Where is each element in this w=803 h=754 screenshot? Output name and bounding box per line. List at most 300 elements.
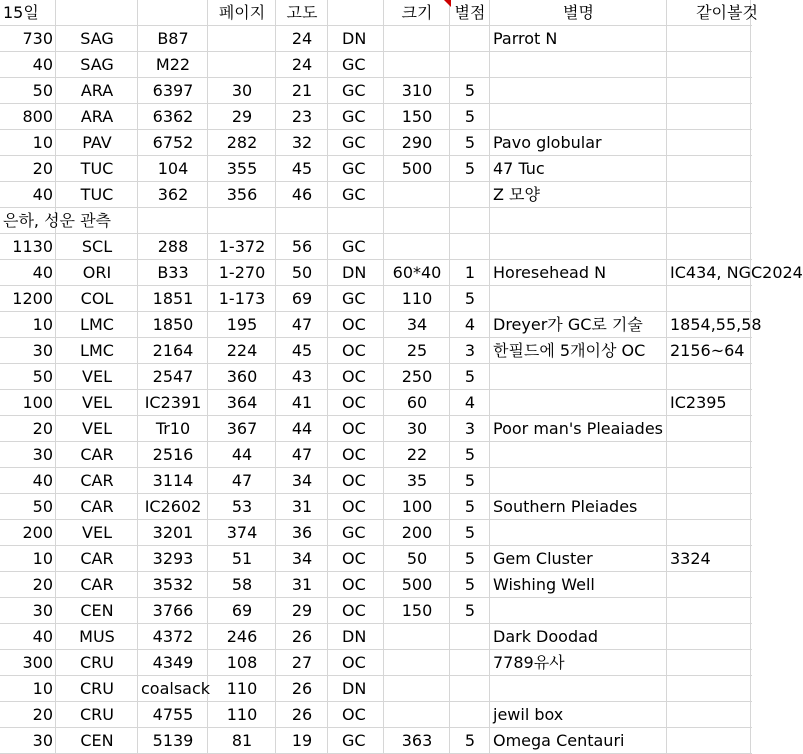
cell-distance[interactable]: 40 — [32, 471, 53, 490]
cell-rating[interactable]: 5 — [464, 575, 476, 594]
cell-altitude[interactable]: 45 — [291, 159, 313, 178]
cell-rating[interactable]: 3 — [464, 419, 476, 438]
cell-type[interactable]: DN — [342, 679, 367, 698]
cell-see-also[interactable] — [667, 598, 787, 624]
cell-see-also[interactable] — [667, 676, 787, 702]
cell-altitude[interactable]: 44 — [291, 419, 313, 438]
cell-catalog[interactable]: 6397 — [152, 81, 194, 100]
cell-rating[interactable] — [450, 650, 490, 676]
cell-altitude[interactable]: 47 — [291, 315, 313, 334]
comment-indicator-icon — [444, 0, 451, 7]
cell-size[interactable]: 60 — [406, 393, 428, 412]
cell-size[interactable] — [384, 234, 450, 260]
cell-page[interactable]: 30 — [231, 81, 253, 100]
cell-page[interactable]: 355 — [226, 159, 258, 178]
cell-distance[interactable]: 50 — [32, 81, 53, 100]
cell-type[interactable]: OC — [342, 393, 366, 412]
cell-type[interactable]: OC — [342, 367, 366, 386]
cell-size[interactable] — [384, 26, 450, 52]
cell-page[interactable]: 1-372 — [218, 237, 266, 256]
cell-nickname[interactable]: Dreyer가 GC로 기술 — [493, 315, 643, 334]
cell-catalog[interactable]: 4372 — [152, 627, 194, 646]
cell-catalog[interactable]: 2547 — [152, 367, 194, 386]
cell-type[interactable]: OC — [342, 653, 366, 672]
cell-rating[interactable]: 5 — [464, 81, 476, 100]
cell-distance[interactable]: 300 — [22, 653, 53, 672]
cell-rating[interactable]: 5 — [464, 471, 476, 490]
cell-nickname[interactable]: Omega Centauri — [493, 731, 625, 750]
cell-page[interactable]: 47 — [231, 471, 253, 490]
cell-nickname[interactable] — [490, 78, 667, 104]
cell-see-also[interactable] — [667, 234, 787, 260]
cell-rating[interactable]: 5 — [464, 289, 476, 308]
cell-catalog[interactable] — [138, 208, 208, 234]
cell-constellation[interactable]: CAR — [80, 549, 114, 568]
cell-distance[interactable]: 은하, 성운 관측 — [3, 211, 111, 230]
cell-rating[interactable]: 3 — [464, 341, 476, 360]
cell-see-also[interactable]: 3324 — [670, 549, 711, 568]
cell-constellation[interactable]: ORI — [82, 263, 112, 282]
cell-nickname[interactable]: Poor man's Pleaiades — [493, 419, 663, 438]
cell-size[interactable]: 310 — [401, 81, 433, 100]
cell-distance[interactable]: 20 — [32, 419, 53, 438]
cell-catalog[interactable]: 3532 — [152, 575, 194, 594]
cell-size[interactable]: 150 — [401, 107, 433, 126]
cell-altitude[interactable]: 24 — [291, 55, 313, 74]
cell-catalog[interactable]: 104 — [157, 159, 189, 178]
cell-type[interactable]: GC — [342, 81, 366, 100]
cell-nickname[interactable] — [490, 520, 667, 546]
cell-type[interactable]: OC — [342, 549, 366, 568]
cell-rating[interactable]: 5 — [464, 133, 476, 152]
cell-catalog[interactable]: 3766 — [152, 601, 194, 620]
cell-type[interactable]: GC — [342, 731, 366, 750]
cell-rating[interactable]: 5 — [464, 159, 476, 178]
cell-page[interactable]: 110 — [226, 705, 258, 724]
cell-nickname[interactable] — [490, 442, 667, 468]
cell-altitude[interactable]: 69 — [291, 289, 313, 308]
table-row — [0, 130, 752, 156]
cell-type[interactable]: GC — [342, 237, 366, 256]
cell-altitude[interactable]: 27 — [291, 653, 313, 672]
cell-nickname[interactable] — [490, 104, 667, 130]
cell-see-also[interactable] — [667, 494, 787, 520]
cell-constellation[interactable]: ARA — [80, 81, 114, 100]
header-cell-type[interactable] — [328, 0, 384, 26]
cell-page[interactable]: 360 — [226, 367, 258, 386]
cell-nickname[interactable]: jewil box — [493, 705, 564, 724]
cell-distance[interactable]: 50 — [32, 367, 53, 386]
cell-page[interactable]: 53 — [231, 497, 253, 516]
cell-nickname[interactable] — [490, 364, 667, 390]
cell-distance[interactable]: 10 — [32, 679, 53, 698]
cell-see-also[interactable] — [667, 78, 787, 104]
cell-page[interactable]: 110 — [226, 679, 258, 698]
cell-size[interactable]: 25 — [406, 341, 428, 360]
cell-page[interactable] — [208, 52, 276, 78]
cell-nickname[interactable]: Z 모양 — [493, 185, 540, 204]
cell-nickname[interactable] — [490, 234, 667, 260]
cell-altitude[interactable]: 50 — [291, 263, 313, 282]
cell-constellation[interactable]: TUC — [80, 159, 114, 178]
table-row — [0, 416, 752, 442]
cell-see-also[interactable]: IC2395 — [670, 393, 727, 412]
cell-nickname[interactable]: Parrot N — [493, 29, 558, 48]
cell-size[interactable]: 50 — [406, 549, 428, 568]
cell-size[interactable]: 500 — [401, 575, 433, 594]
cell-nickname[interactable]: Pavo globular — [493, 133, 602, 152]
cell-size[interactable]: 100 — [401, 497, 433, 516]
cell-page[interactable]: 195 — [226, 315, 258, 334]
cell-size[interactable]: 60*40 — [392, 263, 442, 282]
cell-catalog[interactable]: IC2602 — [144, 497, 202, 516]
cell-see-also[interactable] — [667, 728, 787, 754]
cell-constellation[interactable]: MUS — [79, 627, 115, 646]
cell-see-also[interactable] — [667, 572, 787, 598]
cell-distance[interactable]: 50 — [32, 497, 53, 516]
cell-size[interactable]: 110 — [401, 289, 433, 308]
cell-see-also[interactable] — [667, 104, 787, 130]
cell-size[interactable] — [384, 650, 450, 676]
cell-catalog[interactable]: 2516 — [152, 445, 194, 464]
cell-distance[interactable]: 40 — [32, 185, 53, 204]
cell-distance[interactable]: 40 — [32, 627, 53, 646]
cell-catalog[interactable]: 4349 — [152, 653, 194, 672]
cell-constellation[interactable]: CEN — [80, 731, 114, 750]
cell-altitude[interactable]: 31 — [291, 575, 313, 594]
cell-catalog[interactable]: B87 — [157, 29, 189, 48]
cell-type[interactable]: DN — [342, 29, 367, 48]
cell-see-also[interactable] — [667, 156, 787, 182]
cell-constellation[interactable]: CAR — [80, 497, 114, 516]
cell-page[interactable]: 1-270 — [218, 263, 266, 282]
header-cell-constellation[interactable] — [56, 0, 138, 26]
cell-constellation[interactable]: SAG — [80, 29, 114, 48]
cell-rating[interactable]: 5 — [464, 107, 476, 126]
cell-rating[interactable]: 5 — [464, 601, 476, 620]
cell-distance[interactable]: 30 — [32, 341, 53, 360]
cell-altitude[interactable]: 41 — [291, 393, 313, 412]
cell-distance[interactable]: 730 — [22, 29, 53, 48]
cell-rating[interactable]: 5 — [464, 549, 476, 568]
cell-rating[interactable] — [450, 702, 490, 728]
cell-catalog[interactable]: coalsack — [141, 679, 211, 698]
cell-size[interactable] — [384, 208, 450, 234]
cell-distance[interactable]: 1130 — [12, 237, 53, 256]
cell-distance[interactable]: 30 — [32, 601, 53, 620]
cell-distance[interactable]: 200 — [22, 523, 53, 542]
header-cell-catalog[interactable] — [138, 0, 208, 26]
header-cell-page[interactable]: 페이지 — [218, 3, 266, 22]
cell-rating[interactable] — [450, 182, 490, 208]
cell-see-also[interactable] — [667, 416, 787, 442]
cell-page[interactable]: 29 — [231, 107, 253, 126]
cell-rating[interactable]: 5 — [464, 523, 476, 542]
cell-size[interactable] — [384, 182, 450, 208]
cell-size[interactable] — [384, 624, 450, 650]
cell-size[interactable]: 35 — [406, 471, 428, 490]
cell-size[interactable]: 363 — [401, 731, 433, 750]
cell-altitude[interactable]: 45 — [291, 341, 313, 360]
cell-altitude[interactable]: 34 — [291, 549, 313, 568]
cell-type[interactable]: GC — [342, 289, 366, 308]
cell-page[interactable] — [208, 208, 276, 234]
cell-altitude[interactable]: 32 — [291, 133, 313, 152]
cell-see-also[interactable]: 2156~64 — [670, 341, 745, 360]
cell-page[interactable]: 374 — [226, 523, 258, 542]
cell-constellation[interactable]: CRU — [80, 653, 114, 672]
cell-catalog[interactable]: M22 — [155, 55, 191, 74]
cell-see-also[interactable] — [667, 624, 787, 650]
cell-rating[interactable]: 5 — [464, 731, 476, 750]
cell-rating[interactable] — [450, 26, 490, 52]
cell-type[interactable]: OC — [342, 497, 366, 516]
cell-page[interactable]: 1-173 — [218, 289, 266, 308]
cell-type[interactable]: GC — [342, 55, 366, 74]
header-cell-rating[interactable]: 별점 — [454, 3, 486, 22]
cell-altitude[interactable]: 21 — [291, 81, 313, 100]
cell-constellation[interactable]: CAR — [80, 471, 114, 490]
cell-type[interactable]: DN — [342, 263, 367, 282]
cell-altitude[interactable]: 56 — [291, 237, 313, 256]
cell-size[interactable]: 250 — [401, 367, 433, 386]
cell-catalog[interactable]: 362 — [157, 185, 189, 204]
cell-distance[interactable]: 800 — [22, 107, 53, 126]
cell-page[interactable] — [208, 26, 276, 52]
cell-constellation[interactable]: LMC — [80, 315, 114, 334]
cell-constellation[interactable]: CAR — [80, 445, 114, 464]
cell-size[interactable]: 34 — [406, 315, 428, 334]
cell-rating[interactable] — [450, 234, 490, 260]
cell-constellation[interactable]: SAG — [80, 55, 114, 74]
cell-catalog[interactable]: 288 — [157, 237, 189, 256]
cell-altitude[interactable]: 26 — [291, 679, 313, 698]
table-row — [0, 572, 752, 598]
cell-constellation[interactable]: TUC — [80, 185, 114, 204]
cell-page[interactable]: 44 — [231, 445, 253, 464]
cell-catalog[interactable]: 3293 — [152, 549, 194, 568]
table-row — [0, 650, 752, 676]
cell-see-also[interactable] — [667, 650, 787, 676]
cell-altitude[interactable]: 47 — [291, 445, 313, 464]
cell-distance[interactable]: 30 — [32, 731, 53, 750]
cell-nickname[interactable]: Southern Pleiades — [493, 497, 638, 516]
cell-catalog[interactable]: B33 — [157, 263, 189, 282]
cell-nickname[interactable]: Horesehead N — [493, 263, 607, 282]
cell-rating[interactable] — [450, 52, 490, 78]
cell-constellation[interactable] — [56, 208, 138, 234]
cell-constellation[interactable]: LMC — [80, 341, 114, 360]
cell-constellation[interactable]: ARA — [80, 107, 114, 126]
cell-altitude[interactable]: 31 — [291, 497, 313, 516]
cell-constellation[interactable]: CRU — [80, 679, 114, 698]
table-row — [0, 78, 752, 104]
cell-see-also[interactable] — [667, 520, 787, 546]
cell-altitude[interactable]: 36 — [291, 523, 313, 542]
cell-size[interactable]: 150 — [401, 601, 433, 620]
cell-page[interactable]: 69 — [231, 601, 253, 620]
cell-altitude[interactable] — [276, 208, 328, 234]
cell-distance[interactable]: 10 — [32, 315, 53, 334]
cell-constellation[interactable]: PAV — [82, 133, 112, 152]
cell-type[interactable]: DN — [342, 627, 367, 646]
cell-see-also[interactable] — [667, 442, 787, 468]
header-cell-see-also[interactable]: 같이볼것 — [696, 3, 758, 22]
cell-nickname[interactable]: Gem Cluster — [493, 549, 593, 568]
cell-type[interactable]: GC — [342, 185, 366, 204]
cell-constellation[interactable]: VEL — [82, 367, 112, 386]
cell-altitude[interactable]: 19 — [291, 731, 313, 750]
cell-page[interactable]: 246 — [226, 627, 258, 646]
header-cell-nickname[interactable]: 별명 — [563, 3, 594, 22]
cell-page[interactable]: 81 — [231, 731, 253, 750]
cell-see-also[interactable] — [667, 182, 787, 208]
cell-distance[interactable]: 10 — [32, 133, 53, 152]
cell-page[interactable]: 367 — [226, 419, 258, 438]
cell-altitude[interactable]: 46 — [291, 185, 313, 204]
cell-see-also[interactable] — [667, 364, 787, 390]
cell-nickname[interactable]: 7789유사 — [493, 653, 565, 672]
cell-distance[interactable]: 20 — [32, 575, 53, 594]
cell-size[interactable] — [384, 702, 450, 728]
table-row — [0, 208, 752, 234]
cell-page[interactable]: 108 — [226, 653, 258, 672]
cell-rating[interactable]: 4 — [464, 393, 476, 412]
cell-type[interactable]: OC — [342, 445, 366, 464]
cell-size[interactable]: 500 — [401, 159, 433, 178]
cell-altitude[interactable]: 26 — [291, 705, 313, 724]
cell-rating[interactable]: 5 — [464, 445, 476, 464]
cell-see-also[interactable] — [667, 130, 787, 156]
cell-altitude[interactable]: 34 — [291, 471, 313, 490]
cell-catalog[interactable]: 1851 — [152, 289, 194, 308]
cell-type[interactable]: OC — [342, 575, 366, 594]
cell-rating[interactable]: 5 — [464, 367, 476, 386]
cell-rating[interactable] — [450, 624, 490, 650]
cell-constellation[interactable]: VEL — [82, 393, 112, 412]
cell-catalog[interactable]: 3114 — [152, 471, 194, 490]
cell-catalog[interactable]: 2164 — [152, 341, 194, 360]
cell-type[interactable]: GC — [342, 133, 366, 152]
cell-type[interactable]: OC — [342, 341, 366, 360]
cell-nickname[interactable] — [490, 468, 667, 494]
cell-see-also[interactable] — [667, 702, 787, 728]
cell-catalog[interactable]: 5139 — [152, 731, 194, 750]
cell-page[interactable]: 224 — [226, 341, 258, 360]
cell-distance[interactable]: 40 — [32, 263, 53, 282]
cell-catalog[interactable]: 6752 — [152, 133, 194, 152]
cell-rating[interactable]: 1 — [464, 263, 476, 282]
cell-nickname[interactable] — [490, 676, 667, 702]
cell-nickname[interactable]: 한필드에 5개이상 OC — [493, 341, 646, 360]
cell-nickname[interactable]: 47 Tuc — [493, 159, 545, 178]
cell-altitude[interactable]: 29 — [291, 601, 313, 620]
cell-catalog[interactable]: 3201 — [152, 523, 194, 542]
cell-constellation[interactable]: SCL — [81, 237, 113, 256]
cell-size[interactable] — [384, 52, 450, 78]
cell-rating[interactable]: 5 — [464, 497, 476, 516]
header-cell-size[interactable]: 크기 — [401, 3, 433, 22]
cell-constellation[interactable]: CAR — [80, 575, 114, 594]
cell-page[interactable]: 51 — [231, 549, 253, 568]
table-row — [0, 702, 752, 728]
cell-constellation[interactable]: CEN — [80, 601, 114, 620]
cell-page[interactable]: 58 — [231, 575, 253, 594]
cell-distance[interactable]: 10 — [32, 549, 53, 568]
header-cell-distance[interactable]: 15일 — [3, 3, 39, 22]
cell-size[interactable]: 290 — [401, 133, 433, 152]
cell-constellation[interactable]: COL — [80, 289, 114, 308]
cell-catalog[interactable]: 4755 — [152, 705, 194, 724]
cell-type[interactable]: OC — [342, 419, 366, 438]
cell-page[interactable]: 364 — [226, 393, 258, 412]
cell-see-also[interactable] — [667, 468, 787, 494]
cell-type[interactable]: OC — [342, 315, 366, 334]
cell-altitude[interactable]: 26 — [291, 627, 313, 646]
cell-constellation[interactable]: VEL — [82, 419, 112, 438]
cell-type[interactable]: OC — [342, 601, 366, 620]
cell-page[interactable]: 356 — [226, 185, 258, 204]
cell-nickname[interactable] — [490, 390, 667, 416]
cell-rating[interactable] — [450, 676, 490, 702]
cell-size[interactable]: 200 — [401, 523, 433, 542]
cell-type[interactable]: GC — [342, 523, 366, 542]
cell-catalog[interactable]: 1850 — [152, 315, 194, 334]
cell-rating[interactable]: 4 — [464, 315, 476, 334]
cell-size[interactable]: 22 — [406, 445, 428, 464]
cell-type[interactable]: GC — [342, 159, 366, 178]
cell-rating[interactable] — [450, 208, 490, 234]
cell-page[interactable]: 282 — [226, 133, 258, 152]
cell-nickname[interactable]: Dark Doodad — [493, 627, 599, 646]
cell-distance[interactable]: 40 — [32, 55, 53, 74]
cell-type[interactable]: OC — [342, 471, 366, 490]
cell-catalog[interactable]: 6362 — [152, 107, 194, 126]
cell-size[interactable] — [384, 676, 450, 702]
cell-type[interactable]: OC — [342, 705, 366, 724]
cell-catalog[interactable]: Tr10 — [155, 419, 191, 438]
cell-distance[interactable]: 1200 — [12, 289, 53, 308]
cell-altitude[interactable]: 24 — [291, 29, 313, 48]
cell-see-also[interactable] — [667, 52, 787, 78]
table-row — [0, 598, 752, 624]
cell-altitude[interactable]: 23 — [291, 107, 313, 126]
cell-see-also[interactable] — [667, 26, 787, 52]
cell-altitude[interactable]: 43 — [291, 367, 313, 386]
cell-see-also[interactable]: IC434, NGC2024 — [670, 263, 803, 282]
header-cell-altitude[interactable]: 고도 — [286, 3, 318, 22]
cell-distance[interactable]: 20 — [32, 159, 53, 178]
cell-nickname[interactable] — [490, 598, 667, 624]
cell-constellation[interactable]: CRU — [80, 705, 114, 724]
cell-see-also[interactable] — [667, 208, 787, 234]
cell-nickname[interactable]: Wishing Well — [493, 575, 595, 594]
cell-catalog[interactable]: IC2391 — [144, 393, 202, 412]
cell-see-also[interactable] — [667, 286, 787, 312]
cell-nickname[interactable] — [490, 208, 667, 234]
cell-nickname[interactable] — [490, 286, 667, 312]
cell-nickname[interactable] — [490, 52, 667, 78]
table-row — [0, 26, 752, 52]
cell-constellation[interactable]: VEL — [82, 523, 112, 542]
cell-see-also[interactable]: 1854,55,58 — [670, 315, 762, 334]
cell-type[interactable]: GC — [342, 107, 366, 126]
cell-type[interactable] — [328, 208, 384, 234]
cell-size[interactable]: 30 — [406, 419, 428, 438]
cell-distance[interactable]: 30 — [32, 445, 53, 464]
cell-distance[interactable]: 20 — [32, 705, 53, 724]
cell-distance[interactable]: 100 — [22, 393, 53, 412]
